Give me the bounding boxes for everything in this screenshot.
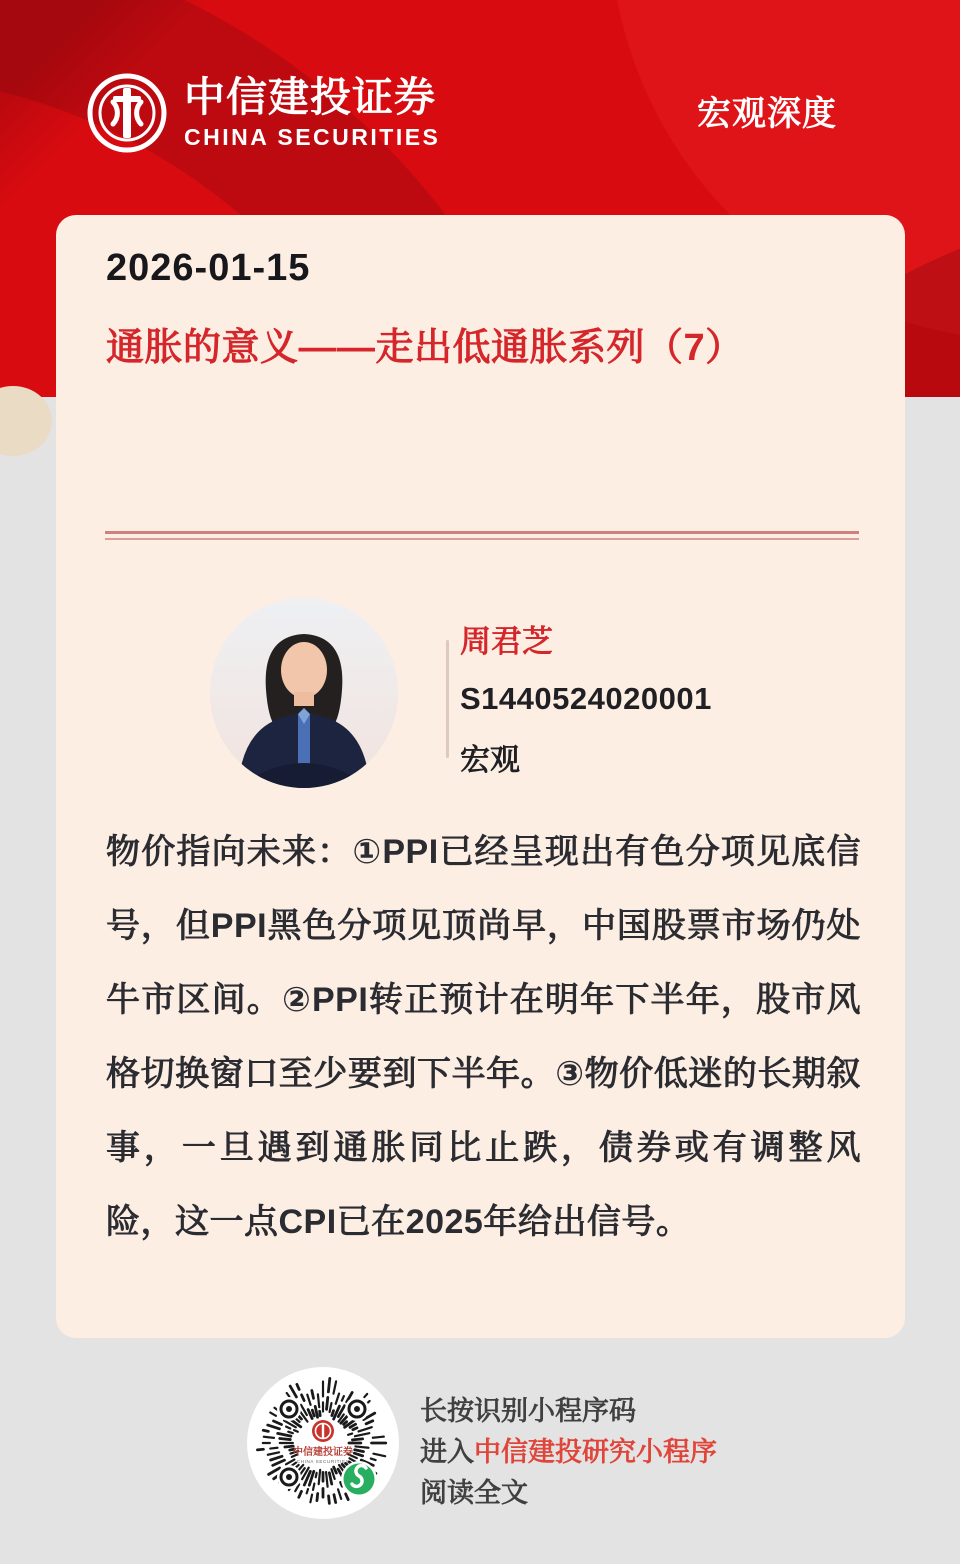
- qr-code-graphic: [247, 1367, 399, 1519]
- wechat-mini-program-icon: [341, 1461, 377, 1497]
- author-department: 宏观: [460, 744, 520, 777]
- author-separator: [446, 640, 449, 758]
- report-card: [56, 215, 905, 1338]
- brand-logo-group: [86, 72, 440, 154]
- report-title: 通胀的意义——走出低通胀系列（7）: [106, 327, 744, 369]
- author-portrait-illustration: [210, 598, 398, 788]
- footer-line-2-prefix: 进入: [420, 1437, 474, 1467]
- footer-line-3: 阅读全文: [420, 1478, 528, 1508]
- brand-name-cn: 中信建投证券: [184, 73, 436, 120]
- brand-text: [184, 75, 440, 151]
- author-avatar: [210, 598, 398, 788]
- mini-program-link-text: 中信建投研究小程序: [474, 1437, 717, 1467]
- footer-line-2: [420, 1432, 717, 1473]
- footer: [0, 1338, 960, 1564]
- report-category-tag: 宏观深度: [697, 95, 837, 133]
- author-block: [56, 598, 905, 808]
- author-info: [460, 616, 712, 779]
- brand-name-en: CHINA SECURITIES: [184, 124, 441, 151]
- footer-line-1: 长按识别小程序码: [420, 1396, 636, 1426]
- double-rule-divider: [105, 531, 859, 540]
- author-name: 周君芝: [460, 624, 553, 659]
- footer-instructions: [420, 1391, 717, 1514]
- report-summary: 物价指向未来：①PPI已经呈现出有色分项见底信号，但PPI黑色分项见顶尚早，中国股票市场仍处牛市区间。②PPI转正预计在明年下半年，股市风格切换窗口至少要到下半年。③物价低迷的长期叙事，一旦遇到通胀同比止跌，债券或有调整风险，这一点CPI已在2025年给出信号。: [106, 833, 861, 1241]
- report-date: 2026-01-15: [106, 247, 311, 289]
- svg-text:CHINA SECURITIES: CHINA SECURITIES: [296, 1459, 350, 1464]
- mini-program-qr-code[interactable]: [247, 1367, 399, 1519]
- citic-logo-icon: [86, 72, 168, 154]
- author-license-number: S1440524020001: [460, 681, 712, 716]
- svg-text:中信建投证券: 中信建投证券: [293, 1447, 353, 1458]
